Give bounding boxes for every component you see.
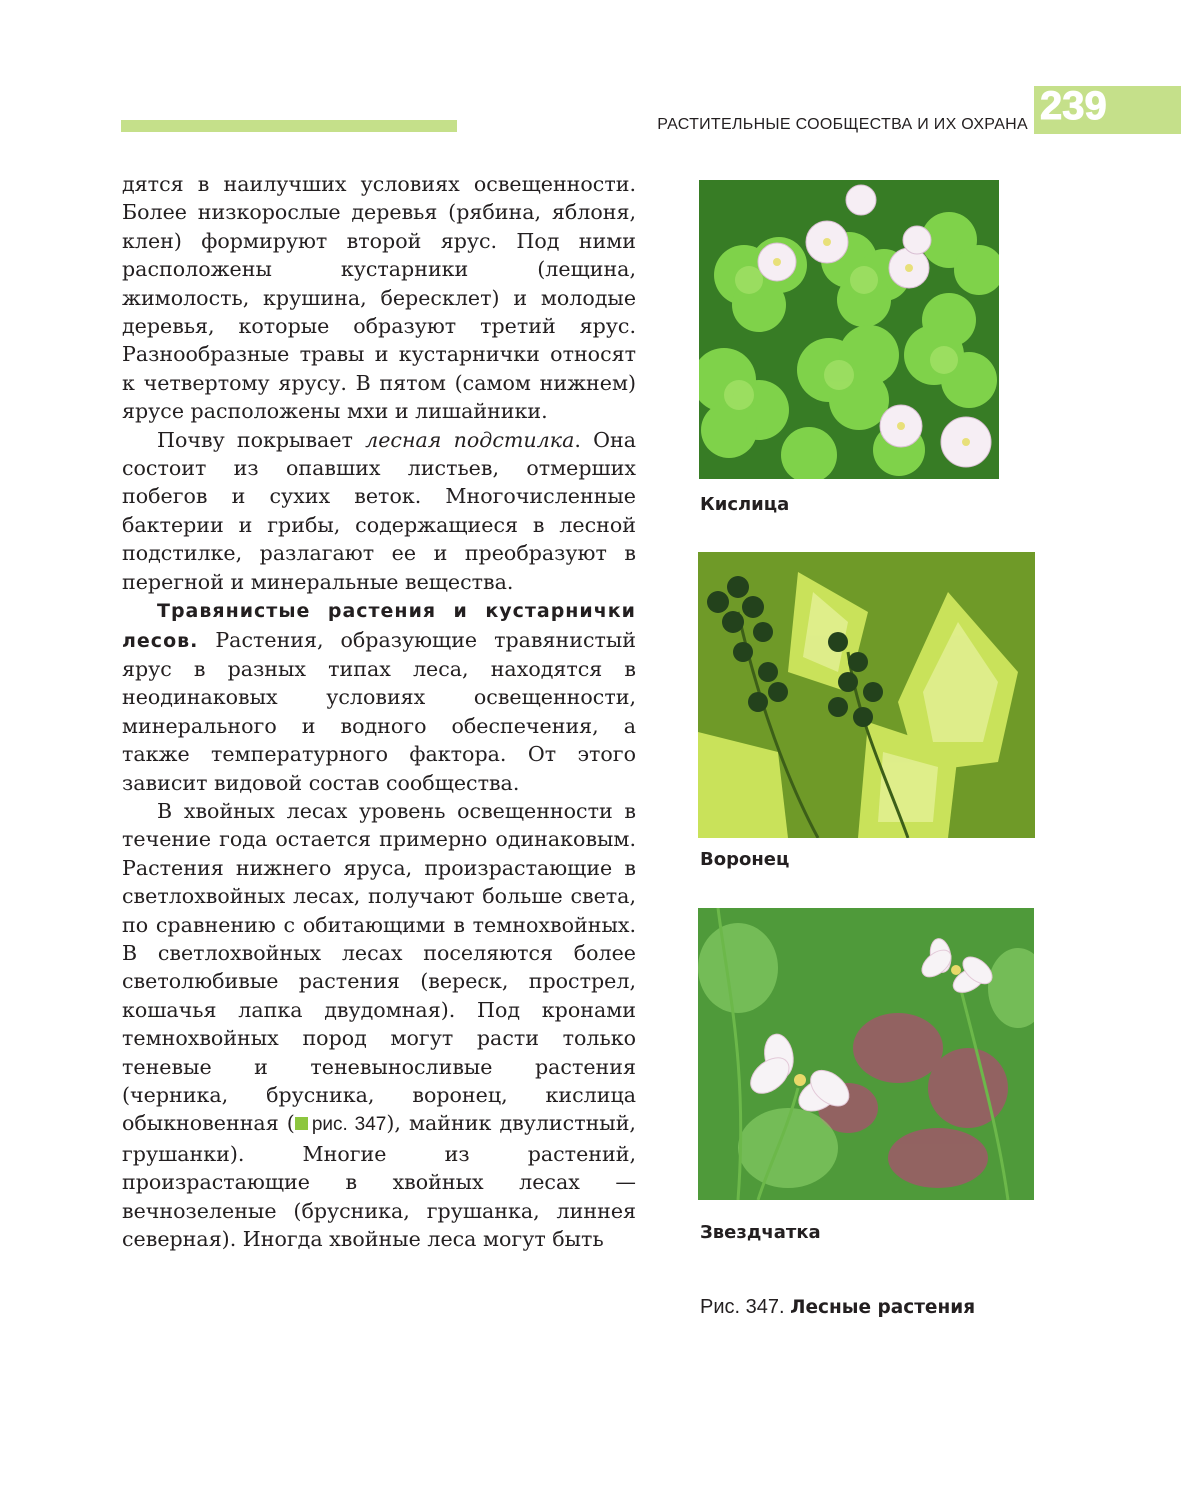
page-number-box [1034, 86, 1181, 134]
figure-label: Рис. 347. [700, 1296, 785, 1318]
paragraph-1: дятся в наилучших условиях освещенности. Более низкорослые деревья (рябина, яблоня, клен) формируют второй ярус. Под ними расположены кустарники (лещина, жимолость, крушина, бересклет) и молодые деревья, которые образуют третий ярус. Разнообразные травы и кустарнички относят к четвертому ярусу. В пятом (самом нижнем) ярусе расположены мхи и лишайники. [122, 172, 636, 424]
figure-caption [700, 1296, 975, 1319]
section-heading: Травянистые растения и кустарнички лесов. [122, 600, 636, 652]
paragraph-3: Травянистые растения и кустарнички лесов. Растения, образующие травянистый ярус в разных типах леса, находятся в неодинаковых условиях освещенности, минерального и водного обеспечения, а также температурного фактора. От этого зависит видовой состав сообщества. [122, 600, 636, 795]
figure-ref-marker-icon [295, 1117, 308, 1130]
photo-actaea [698, 552, 1035, 838]
photo-stellaria [698, 908, 1034, 1200]
header-accent-bar [121, 120, 457, 132]
figure-title: Лесные растения [790, 1297, 976, 1318]
caption-stellaria: Звездчатка [700, 1222, 821, 1243]
figure-reference[interactable]: рис. 347 [295, 1114, 387, 1135]
paragraph-2: Почву покрывает лесная подстилка. Она состоит из опавших листьев, отмерших побегов и сухих веток. Многочисленные бактерии и грибы, содержащиеся в лесной подстилке, разлагают ее и преобразуют в перегной и минеральные вещества. [122, 427, 636, 594]
paragraph-4: В хвойных лесах уровень освещенности в течение года остается примерно одинаковым. Растения нижнего яруса, произрастающие в светлохвойных лесах, получают больше света, по сравнению с обитающими в темнохвойных. В светлохвойных лесах поселяются более светолюбивые растения (вереск, прострел, кошачья лапка двудомная). Под кронами темнохвойных пород могут расти только теневые и теневыносливые растения (черника, брусника, воронец, кислица обыкновенная ( рис. 347), майник двулистный, грушанки). Многие из растений, произрастающие в хвойных лесах — вечнозеленые (брусника, грушанка, линнея северная). Иногда хвойные леса могут быть [122, 798, 636, 1252]
photo-oxalis [699, 180, 999, 479]
caption-actaea: Воронец [700, 849, 790, 870]
page-number: 239 [1040, 84, 1107, 128]
running-header: РАСТИТЕЛЬНЫЕ СООБЩЕСТВА И ИХ ОХРАНА [657, 116, 1028, 133]
caption-oxalis: Кислица [700, 494, 790, 515]
main-text-column [122, 170, 636, 1253]
term-forest-litter: лесная подстилка [365, 427, 575, 452]
